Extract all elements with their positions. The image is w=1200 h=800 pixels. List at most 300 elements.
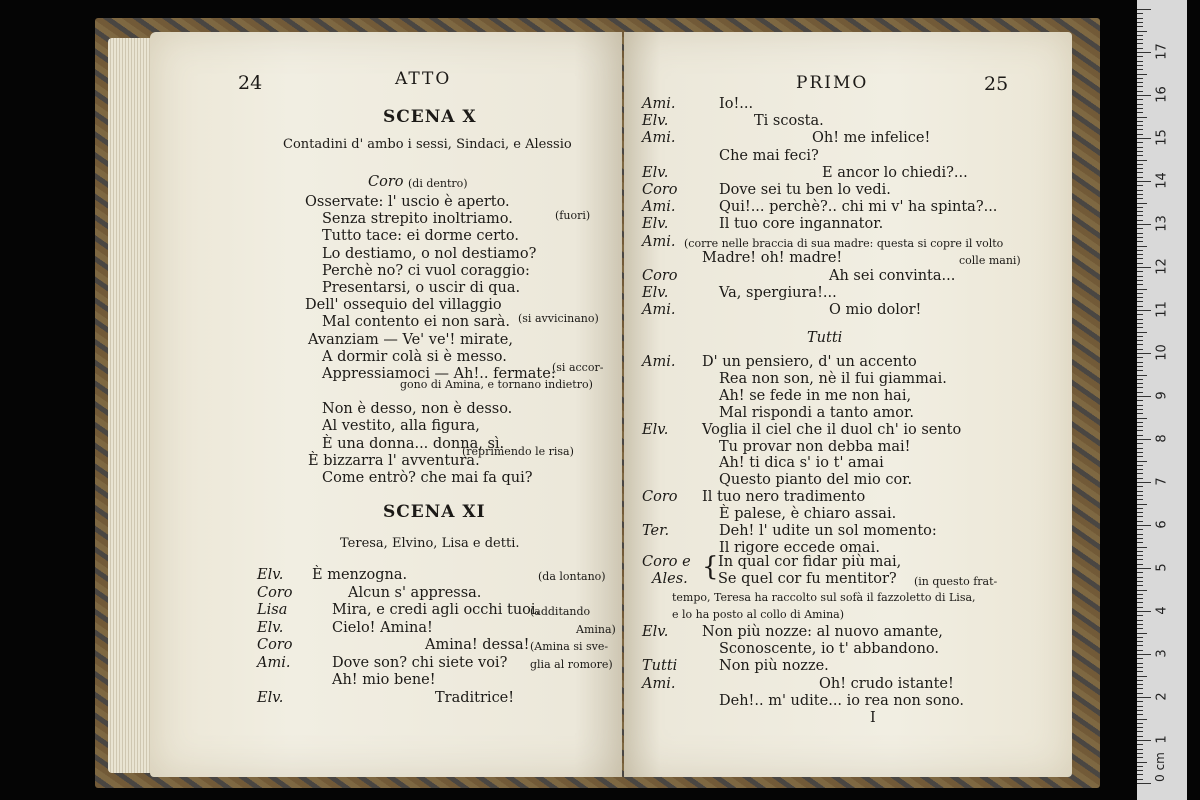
ruler-tick <box>1137 310 1151 311</box>
speaker: Elv. <box>642 113 669 130</box>
verse-line: È una donna... donna, sì. <box>322 435 505 452</box>
running-head: ATTO <box>395 69 452 89</box>
ruler-tick <box>1137 590 1147 591</box>
speaker: Tutti <box>642 658 678 675</box>
ruler-tick <box>1137 95 1151 96</box>
ruler-tick <box>1137 344 1143 345</box>
ruler-tick <box>1137 473 1143 474</box>
ruler-tick <box>1137 766 1143 767</box>
ruler-tick <box>1137 594 1143 595</box>
verse-line: Il rigore eccede omai. <box>719 539 880 556</box>
ruler-tick <box>1137 177 1143 178</box>
verse-line: Dove sei tu ben lo vedi. <box>719 182 891 198</box>
verse-line: Avanziam — Ve' ve'! mirate, <box>308 331 513 348</box>
verse-line: Oh! me infelice! <box>812 130 931 147</box>
ruler-tick <box>1137 224 1151 225</box>
speaker: Coro <box>642 489 678 506</box>
speaker: Elv. <box>642 285 669 302</box>
ruler-tick <box>1137 727 1143 728</box>
ruler-tick <box>1137 534 1143 535</box>
ruler-tick <box>1137 465 1143 466</box>
verse-line: E ancor lo chiedi?... <box>822 164 968 181</box>
ruler-tick <box>1137 314 1143 315</box>
ruler-tick <box>1137 31 1147 32</box>
speaker: Coro <box>257 584 293 601</box>
ruler-tick <box>1137 409 1143 410</box>
ruler-tick <box>1137 697 1151 698</box>
ruler-tick <box>1137 263 1143 264</box>
ruler-tick <box>1137 99 1143 100</box>
ruler-tick <box>1137 637 1143 638</box>
verse-line: Traditrice! <box>435 689 515 706</box>
verse-line: Come entrò? che mai fa qui? <box>322 470 533 486</box>
ruler-tick <box>1137 353 1151 354</box>
verse-line: Rea non son, nè il fui giammai. <box>719 370 947 387</box>
ruler-tick <box>1137 723 1143 724</box>
ruler-tick <box>1137 525 1151 526</box>
ruler-tick <box>1137 48 1143 49</box>
ruler-tick <box>1137 168 1143 169</box>
speaker: Elv. <box>257 619 284 636</box>
ruler-tick <box>1137 719 1147 720</box>
verse-line: Deh! l' udite un sol momento: <box>719 523 937 539</box>
ruler-tick <box>1137 611 1151 612</box>
ruler-number: 13 <box>1154 215 1170 232</box>
ruler-tick <box>1137 749 1143 750</box>
ruler-tick <box>1137 564 1143 565</box>
ruler-tick <box>1137 276 1143 277</box>
ruler-tick <box>1137 469 1143 470</box>
ruler-tick <box>1137 676 1147 677</box>
ruler-tick <box>1137 435 1143 436</box>
verse-line: D' un pensiero, d' un accento <box>702 354 917 370</box>
verse-line: È bizzarra l' avventura. <box>308 452 480 469</box>
speaker: Coro <box>368 174 404 190</box>
ruler-tick <box>1137 598 1143 599</box>
ruler-tick <box>1137 198 1143 199</box>
section-heading: Tutti <box>807 330 843 346</box>
ruler-tick <box>1137 155 1143 156</box>
right-page <box>624 32 1072 777</box>
running-head: PRIMO <box>796 73 869 93</box>
stage-direction: gono di Amina, e tornano indietro) <box>400 378 593 391</box>
ruler-tick <box>1137 370 1143 371</box>
ruler-tick <box>1137 61 1143 62</box>
ruler-unit-label: 0 cm <box>1152 752 1167 782</box>
verse-line: A dormir colà si è messo. <box>322 348 507 365</box>
ruler-tick <box>1137 52 1151 53</box>
ruler-tick <box>1137 706 1143 707</box>
speaker: Coro e <box>642 554 691 570</box>
ruler-tick <box>1137 650 1143 651</box>
ruler-tick <box>1137 349 1143 350</box>
ruler-tick <box>1137 486 1143 487</box>
ruler-tick <box>1137 654 1151 655</box>
ruler-tick <box>1137 430 1143 431</box>
ruler-tick <box>1137 383 1143 384</box>
ruler-tick <box>1137 22 1143 23</box>
ruler-tick <box>1137 620 1143 621</box>
ruler-tick <box>1137 43 1143 44</box>
ruler-tick <box>1137 633 1147 634</box>
ruler-tick <box>1137 688 1143 689</box>
verse-line: Tu provar non debba mai! <box>719 438 911 455</box>
stage-direction: glia al romore) <box>530 657 613 671</box>
verse-line: Io!... <box>719 96 754 112</box>
verse-line: Amina! dessa! <box>425 637 530 653</box>
verse-line: Cielo! Amina! <box>332 619 433 636</box>
ruler-tick <box>1137 160 1147 161</box>
ruler-tick <box>1137 452 1143 453</box>
ruler-tick <box>1137 628 1143 629</box>
stage-direction: (additando <box>530 605 591 618</box>
ruler-tick <box>1137 366 1143 367</box>
verse-line: Appressiamoci — Ah!.. fermate: <box>322 366 556 382</box>
ruler-tick <box>1137 456 1143 457</box>
ruler-tick <box>1137 753 1143 754</box>
ruler-tick <box>1137 607 1143 608</box>
verse-line: Deh!.. m' udite... io rea non sono. <box>719 692 964 709</box>
verse-line: Madre! oh! madre! <box>702 250 843 266</box>
ruler-tick <box>1137 387 1143 388</box>
ruler-tick <box>1137 461 1147 462</box>
ruler-tick <box>1137 108 1143 109</box>
ruler-number: 8 <box>1154 434 1170 443</box>
ruler-tick <box>1137 585 1143 586</box>
ruler-number: 16 <box>1154 86 1170 103</box>
verse-line: Qui!... perchè?.. chi mi v' ha spinta?... <box>719 199 998 216</box>
ruler-tick <box>1137 774 1143 775</box>
speaker: Ami. <box>257 654 291 671</box>
ruler-tick <box>1137 482 1151 483</box>
verse-line: Alcun s' appressa. <box>348 584 482 601</box>
ruler-tick <box>1137 602 1143 603</box>
ruler-tick <box>1137 185 1143 186</box>
ruler-tick <box>1137 69 1143 70</box>
ruler-tick <box>1137 671 1143 672</box>
scene-heading: SCENA X <box>383 107 477 127</box>
ruler-tick <box>1137 121 1143 122</box>
verse-line: Che mai feci? <box>719 147 819 164</box>
stage-direction: (in questo frat- <box>914 575 998 588</box>
ruler-tick <box>1137 529 1143 530</box>
ruler-tick <box>1137 357 1143 358</box>
ruler-tick <box>1137 542 1143 543</box>
ruler-tick <box>1137 581 1143 582</box>
verse-line: È palese, è chiaro assai. <box>719 506 897 523</box>
ruler-number: 12 <box>1154 258 1170 275</box>
ruler-tick <box>1137 422 1143 423</box>
verse-line: Mal rispondi a tanto amor. <box>719 404 914 421</box>
verse-line: Senza strepito inoltriamo. <box>322 211 513 228</box>
speaker: Ami. <box>642 96 676 112</box>
verse-line: Osservate: l' uscio è aperto. <box>305 194 510 210</box>
ruler-tick <box>1137 138 1151 139</box>
ruler-number: 11 <box>1154 301 1170 318</box>
ruler-tick <box>1137 521 1143 522</box>
ruler-tick <box>1137 112 1143 113</box>
ruler-tick <box>1137 9 1151 10</box>
ruler-number: 3 <box>1154 649 1170 658</box>
ruler-tick <box>1137 551 1143 552</box>
ruler-tick <box>1137 289 1147 290</box>
ruler-tick <box>1137 172 1143 173</box>
ruler-tick <box>1137 18 1143 19</box>
ruler-tick <box>1137 757 1143 758</box>
verse-line: Tutto tace: ei dorme certo. <box>322 228 519 245</box>
ruler-tick <box>1137 39 1143 40</box>
stage-direction: colle mani) <box>959 254 1021 267</box>
verse-line: È menzogna. <box>312 567 408 583</box>
ruler-tick <box>1137 35 1143 36</box>
ruler-tick <box>1137 86 1143 87</box>
ruler-tick <box>1137 203 1147 204</box>
ruler-tick <box>1137 293 1143 294</box>
speaker: Ter. <box>642 523 670 539</box>
ruler-tick <box>1137 332 1147 333</box>
verse-line: Oh! crudo istante! <box>819 675 954 692</box>
ruler-tick <box>1137 104 1143 105</box>
speaker: Ami. <box>642 199 676 216</box>
speaker: Ami. <box>642 354 676 370</box>
verse-line: Mira, e credi agli occhi tuoi. <box>332 602 541 618</box>
ruler-tick <box>1137 555 1143 556</box>
ruler-tick <box>1137 663 1143 664</box>
ruler-tick <box>1137 26 1143 27</box>
ruler-tick <box>1137 220 1143 221</box>
ruler-tick <box>1137 211 1143 212</box>
speaker: Elv. <box>642 216 669 233</box>
ruler-tick <box>1137 233 1143 234</box>
ruler-number: 5 <box>1154 563 1170 572</box>
ruler-tick <box>1137 568 1151 569</box>
ruler-tick <box>1137 740 1151 741</box>
ruler-tick <box>1137 129 1143 130</box>
stage-direction: Amina) <box>576 622 616 636</box>
brace-glyph: { <box>702 552 719 582</box>
ruler-tick <box>1137 379 1143 380</box>
ruler-tick <box>1137 392 1143 393</box>
verse-line: Presentarsi, o uscir di qua. <box>322 280 521 296</box>
ruler-tick <box>1137 508 1143 509</box>
ruler-number: 14 <box>1154 172 1170 189</box>
ruler-tick <box>1137 443 1143 444</box>
ruler-tick <box>1137 301 1143 302</box>
ruler-tick <box>1137 319 1143 320</box>
ruler-tick <box>1137 194 1143 195</box>
ruler-tick <box>1137 478 1143 479</box>
ruler-tick <box>1137 577 1143 578</box>
speaker: Elv. <box>642 624 669 640</box>
ruler-tick <box>1137 641 1143 642</box>
speaker: Ami. <box>642 234 676 250</box>
verse-line: Sconoscente, io t' abbandono. <box>719 641 939 658</box>
ruler-tick <box>1137 770 1143 771</box>
ruler-tick <box>1137 306 1143 307</box>
page-number: 24 <box>238 72 263 94</box>
ruler-tick <box>1137 736 1143 737</box>
ruler-tick <box>1137 779 1143 780</box>
verse-line: Non è desso, non è desso. <box>322 401 513 418</box>
verse-line: Ah! ti dica s' io t' amai <box>719 455 884 472</box>
ruler-tick <box>1137 744 1143 745</box>
ruler-tick <box>1137 74 1147 75</box>
ruler-number: 7 <box>1154 477 1170 486</box>
ruler-tick <box>1137 701 1143 702</box>
speaker: Ales. <box>652 571 688 587</box>
ruler-number: 6 <box>1154 520 1170 529</box>
ruler-tick <box>1137 362 1143 363</box>
verse-line: Se quel cor fu mentitor? <box>718 571 897 587</box>
ruler-tick <box>1137 280 1143 281</box>
ruler-tick <box>1137 448 1143 449</box>
ruler-tick <box>1137 78 1143 79</box>
ruler-tick <box>1137 228 1143 229</box>
verse-line: Al vestito, alla figura, <box>322 418 480 435</box>
ruler-tick <box>1137 559 1143 560</box>
stage-direction: (fuori) <box>555 209 591 222</box>
ruler-tick <box>1137 495 1143 496</box>
ruler-tick <box>1137 396 1151 397</box>
ruler-number: 4 <box>1154 606 1170 615</box>
ruler-tick <box>1137 82 1143 83</box>
ruler-tick <box>1137 426 1143 427</box>
ruler-number: 10 <box>1154 344 1170 361</box>
verse-line: Voglia il ciel che il duol ch' io sento <box>702 421 962 438</box>
verse-line: Ah! mio bene! <box>332 672 436 688</box>
speaker: Ami. <box>642 675 676 692</box>
speaker: Elv. <box>642 164 669 181</box>
ruler-tick <box>1137 250 1143 251</box>
verse-line: Questo pianto del mio cor. <box>719 472 913 489</box>
ruler-tick <box>1137 680 1143 681</box>
ruler-tick <box>1137 572 1143 573</box>
ruler-tick <box>1137 340 1143 341</box>
ruler-tick <box>1137 117 1147 118</box>
left-page <box>150 32 622 777</box>
ruler-tick <box>1137 323 1143 324</box>
ruler-tick <box>1137 237 1143 238</box>
verse-line: Perchè no? ci vuol coraggio: <box>322 262 530 279</box>
speaker: Ami. <box>642 302 676 319</box>
scene-heading: SCENA XI <box>383 502 486 522</box>
ruler-tick <box>1137 13 1143 14</box>
ruler-tick <box>1137 645 1143 646</box>
ruler-tick <box>1137 714 1143 715</box>
speaker: Elv. <box>257 689 284 706</box>
verse-line: Lo destiamo, o nol destiamo? <box>322 245 537 262</box>
verse-line: Va, spergiura!... <box>719 285 837 302</box>
ruler-tick <box>1137 147 1143 148</box>
ruler-tick <box>1137 418 1147 419</box>
ruler-tick <box>1137 658 1143 659</box>
ruler-tick <box>1137 241 1143 242</box>
ruler-tick <box>1137 684 1143 685</box>
stage-direction: (da lontano) <box>538 570 606 583</box>
ruler-tick <box>1137 783 1151 784</box>
speaker: Lisa <box>257 602 288 618</box>
ruler-tick <box>1137 615 1143 616</box>
ruler-tick <box>1137 624 1143 625</box>
ruler-tick <box>1137 190 1143 191</box>
ruler-number: 17 <box>1154 43 1170 60</box>
stage-direction: (Amina si sve- <box>530 640 609 653</box>
verse-line: Il tuo core ingannator. <box>719 216 884 233</box>
stage-direction: (corre nelle braccia di sua madre: questa si copre il volto <box>684 237 1004 250</box>
speaker: Coro <box>642 268 678 284</box>
ruler-tick <box>1137 142 1143 143</box>
ruler-tick <box>1137 491 1143 492</box>
ruler-tick <box>1137 512 1143 513</box>
ruler-tick <box>1137 254 1143 255</box>
ruler-tick <box>1137 667 1143 668</box>
ruler-number: 1 <box>1154 735 1170 744</box>
ruler-tick <box>1137 400 1143 401</box>
speaker: Elv. <box>257 567 284 583</box>
speaker: Coro <box>642 182 678 198</box>
ruler-tick <box>1137 710 1143 711</box>
ruler-tick <box>1137 375 1147 376</box>
stage-direction: (si avvicinano) <box>518 312 599 325</box>
cast-list: Teresa, Elvino, Lisa e detti. <box>340 536 520 551</box>
ruler-tick <box>1137 246 1147 247</box>
ruler-tick <box>1137 336 1143 337</box>
ruler-tick <box>1137 693 1143 694</box>
signature-mark: I <box>870 710 876 726</box>
verse-line: Ah sei convinta... <box>829 268 956 284</box>
stage-direction: tempo, Teresa ha raccolto sul sofà il fazzoletto di Lisa, <box>672 591 976 604</box>
ruler-tick <box>1137 181 1151 182</box>
ruler-tick <box>1137 413 1143 414</box>
ruler-tick <box>1137 405 1143 406</box>
ruler-tick <box>1137 271 1143 272</box>
verse-line: Ah! se fede in me non hai, <box>719 387 912 404</box>
verse-line: Dell' ossequio del villaggio <box>305 297 502 314</box>
stage-direction: (di dentro) <box>408 177 468 190</box>
stage-direction: (si accor- <box>552 361 604 374</box>
ruler-tick <box>1137 284 1143 285</box>
ruler-tick <box>1137 207 1143 208</box>
ruler-tick <box>1137 516 1143 517</box>
ruler-number: 15 <box>1154 129 1170 146</box>
ruler-tick <box>1137 499 1143 500</box>
ruler-tick <box>1137 297 1143 298</box>
ruler-tick <box>1137 164 1143 165</box>
verse-line: Ti scosta. <box>754 113 824 130</box>
ruler-number: 9 <box>1154 391 1170 400</box>
ruler-tick <box>1137 215 1143 216</box>
ruler-tick <box>1137 258 1143 259</box>
verse-line: O mio dolor! <box>829 302 922 319</box>
verse-line: In qual cor fidar più mai, <box>718 554 902 570</box>
cast-list: Contadini d' ambo i sessi, Sindaci, e Alessio <box>283 137 572 152</box>
ruler-tick <box>1137 134 1143 135</box>
ruler-tick <box>1137 65 1143 66</box>
verse-line: Non più nozze. <box>719 658 829 675</box>
ruler-number: 2 <box>1154 692 1170 701</box>
ruler-tick <box>1137 439 1151 440</box>
stage-direction: e lo ha posto al collo di Amina) <box>672 608 845 621</box>
ruler-tick <box>1137 91 1143 92</box>
verse-line: Non più nozze: al nuovo amante, <box>702 624 943 640</box>
stage-direction: (reprimendo le risa) <box>462 445 574 458</box>
speaker: Elv. <box>642 421 669 438</box>
ruler-tick <box>1137 56 1143 57</box>
ruler-tick <box>1137 327 1143 328</box>
verse-line: Il tuo nero tradimento <box>702 489 866 506</box>
ruler-tick <box>1137 504 1147 505</box>
ruler-tick <box>1137 267 1151 268</box>
